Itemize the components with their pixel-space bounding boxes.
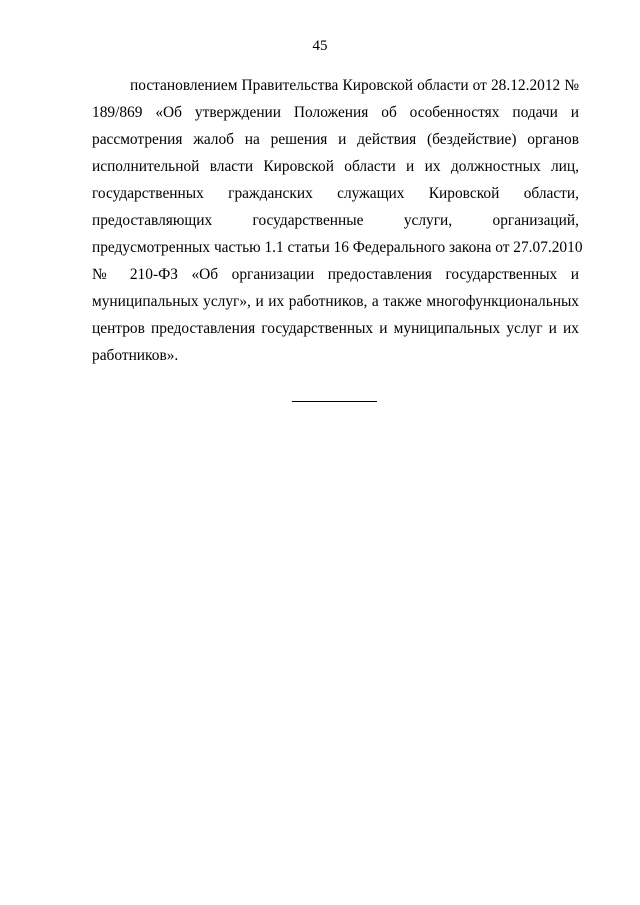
paragraph-line: постановлением Правительства Кировской области от 28.12.2012 №	[130, 77, 579, 94]
paragraph	[92, 72, 583, 369]
paragraph-line: работников».	[92, 347, 179, 364]
paragraph-line: рассмотрения жалоб на решения и действия (бездействие) органов	[92, 131, 579, 148]
end-separator-line	[292, 401, 377, 402]
paragraph-line: предусмотренных частью 1.1 статьи 16 Федерального закона от 27.07.2010	[92, 239, 583, 256]
paragraph-line: предоставляющих государственные услуги, организаций,	[92, 212, 579, 229]
page-number: 45	[312, 38, 328, 54]
paragraph-line: исполнительной власти Кировской области и их должностных лиц,	[92, 158, 579, 175]
paragraph-line: центров предоставления государственных и муниципальных услуг и их	[92, 320, 579, 337]
paragraph-line: 189/869 «Об утверждении Положения об особенностях подачи и	[92, 104, 579, 121]
paragraph-line: № 210-ФЗ «Об организации предоставления государственных и	[92, 266, 579, 283]
paragraph-line: государственных гражданских служащих Кировской области,	[92, 185, 579, 202]
paragraph-line: муниципальных услуг», и их работников, а также многофункциональных	[92, 293, 579, 310]
